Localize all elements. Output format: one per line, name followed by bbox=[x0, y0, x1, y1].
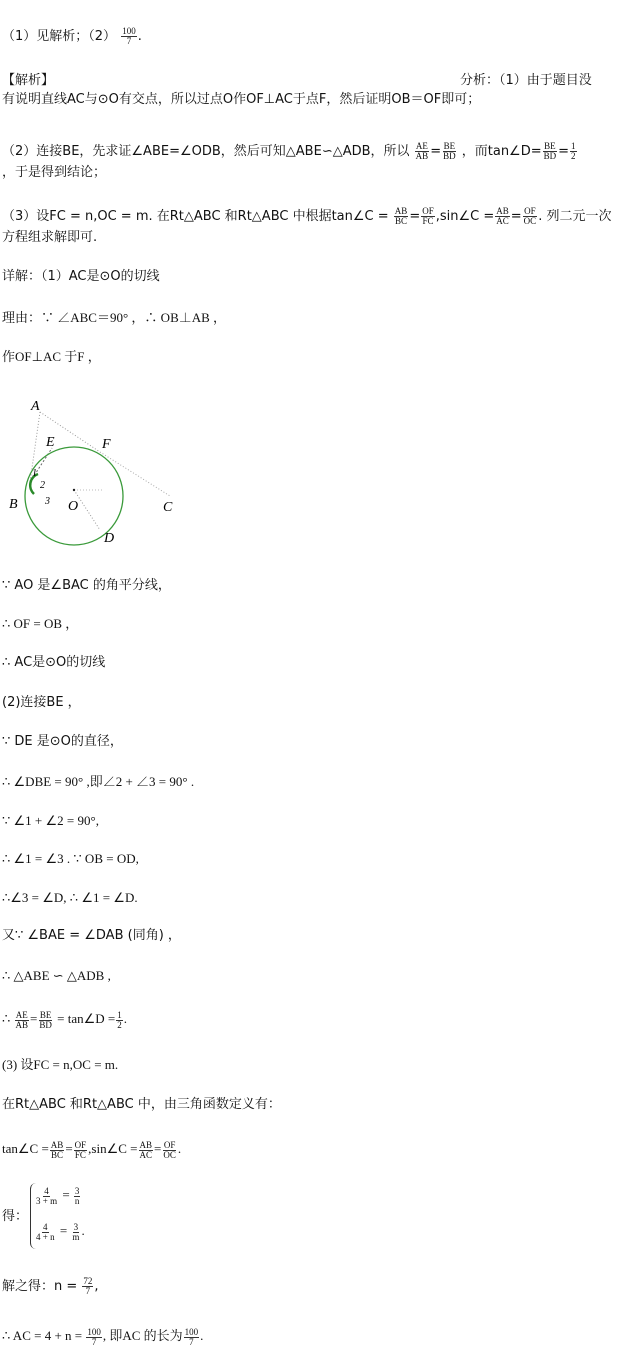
reason-line: 理由：∵ ∠ABC＝90° ，∴ OB⊥AB ， bbox=[2, 310, 227, 325]
frac-den: BD bbox=[543, 151, 557, 161]
frac-den: 7 bbox=[91, 1336, 97, 1347]
label-c: C bbox=[163, 500, 173, 515]
step-12: ∴ $\frac{AE}{AB}$ = $\frac{BE}{BD}$ = tan∠D = $\frac{1}{2}$ . bbox=[2, 1009, 127, 1030]
detail-part1: 详解：（1）AC是⊙O的切线 bbox=[2, 269, 160, 284]
fraction bbox=[50, 1141, 65, 1160]
step-7: ∵ ∠1 + ∠2 = 90°, bbox=[2, 813, 99, 828]
frac-den: 2 bbox=[571, 151, 576, 161]
frac-num: AB bbox=[50, 1139, 64, 1150]
step-5: ∵ DE 是⊙O的直径， bbox=[2, 734, 123, 749]
frac-num: OF bbox=[524, 206, 536, 216]
frac-num: 100 bbox=[122, 26, 136, 36]
frac-den: 2 bbox=[117, 1019, 122, 1030]
frac-den: m bbox=[72, 1231, 80, 1242]
analysis-part2: （2）连接BE，先求证∠ABE=∠ODB，然后可知△ABE∽△ADB，所以 $\frac{AE}{AB}$ = $\frac{BE}{BD}$ ，而tan∠D= $\frac{BE}{BD}$ = $\frac{1}{2}$ bbox=[2, 141, 576, 161]
fraction bbox=[74, 1141, 88, 1160]
step-15-mid: ,sin∠C = bbox=[88, 1141, 138, 1156]
a3-text3: . 列二元一次 bbox=[538, 209, 612, 224]
step-15-pre: tan∠C = bbox=[2, 1141, 49, 1156]
answer-text: （1）见解析；（2） bbox=[2, 29, 117, 44]
fraction bbox=[86, 1328, 102, 1347]
frac-num: AE bbox=[415, 141, 428, 151]
frac-num: 100 bbox=[87, 1326, 101, 1337]
answer-line: （1）见解析；（2） $\frac{100}{7}$ . bbox=[2, 26, 142, 46]
frac-num: AB bbox=[394, 206, 408, 216]
frac-den: 7 bbox=[126, 36, 132, 46]
step-18-text: ∴ AC = 4 + n = bbox=[2, 1328, 83, 1343]
frac-num: 3 bbox=[73, 1221, 79, 1232]
fraction bbox=[162, 1141, 177, 1160]
construct-line: 作OF⊥AC 于F ， bbox=[2, 349, 101, 364]
frac-den: AB bbox=[15, 1019, 29, 1030]
fraction bbox=[394, 207, 409, 226]
fraction bbox=[38, 1011, 53, 1030]
fraction bbox=[495, 207, 510, 226]
step-3: ∴ AC是⊙O的切线 bbox=[2, 655, 106, 670]
step-6: ∴ ∠DBE = 90° ,即∠2 + ∠3 = 90° . bbox=[2, 774, 195, 789]
analysis-header: 【解析】 bbox=[2, 73, 55, 88]
step-10: 又∵ ∠BAE = ∠DAB (同角) ， bbox=[2, 928, 181, 943]
system-label: 得： bbox=[2, 1209, 29, 1224]
step-11: ∴ △ABE ∽ △ADB , bbox=[2, 968, 111, 983]
label-d: D bbox=[104, 531, 115, 546]
frac-num: OF bbox=[163, 1139, 176, 1150]
fraction bbox=[71, 1223, 80, 1242]
step-8: ∴ ∠1 = ∠3 . ∵ OB = OD, bbox=[2, 851, 139, 866]
fraction bbox=[74, 1187, 81, 1206]
analysis-part1-line2: 有说明直线AC与⊙O有交点，所以过点O作OF⊥AC于点F，然后证明OB＝OF即可； bbox=[2, 92, 481, 107]
a2-text2: ，而tan∠D= bbox=[461, 144, 542, 159]
a2-text1: （2）连接BE，先求证∠ABE=∠ODB，然后可知△ABE∽△ADB，所以 bbox=[2, 144, 410, 159]
frac-den: 3 + m bbox=[36, 1195, 58, 1206]
label-o: O bbox=[68, 499, 79, 514]
frac-num: AE bbox=[15, 1009, 28, 1020]
frac-den: FC bbox=[74, 1149, 86, 1160]
analysis-label-row bbox=[460, 72, 592, 90]
fraction bbox=[442, 142, 457, 161]
fraction bbox=[15, 1011, 30, 1030]
step-4: (2)连接BE ， bbox=[2, 695, 81, 710]
frac-num: OF bbox=[74, 1139, 87, 1150]
fraction bbox=[570, 142, 577, 161]
label-angle-2: 2 bbox=[40, 480, 45, 491]
frac-num: 4 bbox=[43, 1221, 48, 1232]
frac-den: BD bbox=[39, 1019, 52, 1030]
label-e: E bbox=[46, 435, 55, 450]
frac-num: 1 bbox=[117, 1009, 122, 1020]
frac-den: BC bbox=[51, 1149, 64, 1160]
frac-num: AB bbox=[496, 206, 509, 216]
label-f: F bbox=[102, 437, 111, 452]
answer-fraction bbox=[121, 27, 137, 46]
step-9: ∴∠3 = ∠D, ∴ ∠1 = ∠D. bbox=[2, 890, 138, 905]
frac-num: 3 bbox=[74, 1185, 80, 1196]
frac-num: 4 bbox=[44, 1185, 49, 1196]
frac-num: OF bbox=[422, 206, 434, 216]
frac-den: OC bbox=[523, 216, 537, 226]
frac-num: BE bbox=[443, 141, 456, 151]
equation-1: $\frac{4}{3 + m}$ = $\frac{3}{n}$ bbox=[36, 1185, 80, 1206]
frac-den: n bbox=[74, 1195, 80, 1206]
step-17-text: 解之得：n = bbox=[2, 1279, 78, 1294]
center-dot bbox=[73, 489, 75, 491]
equation-2: $\frac{4}{4 + n}$ = $\frac{3}{m}$ . bbox=[36, 1221, 85, 1242]
analysis-part3: （3）设FC = n,OC = m. 在Rt△ABC 和Rt△ABC 中根据tan∠C = $\frac{AB}{BC}$ = $\frac{OF}{FC}$ ,sin∠C = $\frac{AB}{AC}$ = $\frac{OF}{OC}$ . 列二元一次 bbox=[2, 206, 612, 226]
frac-num: 100 bbox=[184, 1326, 199, 1337]
fraction bbox=[415, 142, 430, 161]
step-1: ∵ AO 是∠BAC 的角平分线， bbox=[2, 578, 171, 593]
line-fc bbox=[100, 452, 170, 496]
fraction bbox=[35, 1187, 58, 1206]
analysis-part3-line2: 方程组求解即可. bbox=[2, 230, 98, 245]
frac-num: BE bbox=[544, 141, 556, 151]
step-13: (3) 设FC = n,OC = m. bbox=[2, 1057, 119, 1072]
step-18-mid: , 即AC 的长为 bbox=[102, 1328, 183, 1343]
fraction bbox=[116, 1011, 123, 1030]
frac-den: BC bbox=[395, 216, 408, 226]
frac-den: AC bbox=[496, 216, 509, 226]
label-b: B bbox=[9, 497, 18, 512]
frac-den: AB bbox=[415, 151, 429, 161]
step-12-therefore: ∴ bbox=[2, 1011, 11, 1026]
label-angle-1: 1 bbox=[32, 468, 37, 479]
frac-num: BE bbox=[39, 1009, 52, 1020]
frac-num: 72 bbox=[83, 1276, 93, 1286]
frac-den: FC bbox=[422, 216, 434, 226]
frac-num: AB bbox=[139, 1139, 153, 1150]
frac-den: BD bbox=[443, 151, 456, 161]
analysis-part1-start: （1）由于题目没 bbox=[499, 73, 592, 88]
fraction bbox=[35, 1223, 56, 1242]
fraction bbox=[184, 1328, 200, 1347]
step-15: tan∠C = $\frac{AB}{BC}$ = $\frac{OF}{FC}$ ,sin∠C = $\frac{AB}{AC}$ = $\frac{OF}{OC}$ . bbox=[2, 1139, 182, 1160]
geometry-figure bbox=[0, 390, 200, 550]
step-12-mid: = tan∠D = bbox=[57, 1011, 116, 1026]
step-14: 在Rt△ABC 和Rt△ABC 中，由三角函数定义有： bbox=[2, 1097, 281, 1112]
frac-den: 7 bbox=[189, 1336, 194, 1347]
fraction bbox=[139, 1141, 154, 1160]
analysis-label: 分析： bbox=[460, 73, 500, 88]
step-18: ∴ AC = 4 + n = $\frac{100}{7}$ , 即AC 的长为 $\frac{100}{7}$ . bbox=[2, 1326, 204, 1347]
fraction bbox=[82, 1277, 93, 1296]
frac-num: 1 bbox=[571, 141, 576, 151]
label-angle-3: 3 bbox=[45, 496, 50, 507]
frac-den: AC bbox=[139, 1149, 153, 1160]
fraction bbox=[543, 142, 558, 161]
step-2: ∴ OF = OB ， bbox=[2, 616, 79, 631]
frac-den: OC bbox=[163, 1149, 176, 1160]
step-17: 解之得：n = $\frac{72}{7}$ , bbox=[2, 1276, 99, 1296]
a3-text1: （3）设FC = n,OC = m. 在Rt△ABC 和Rt△ABC 中根据tan∠C = bbox=[2, 209, 389, 224]
frac-den: 4 + n bbox=[36, 1231, 55, 1242]
fraction bbox=[523, 207, 538, 226]
label-a: A bbox=[31, 399, 40, 414]
a3-text2: ,sin∠C = bbox=[435, 209, 495, 224]
frac-den: 7 bbox=[85, 1286, 91, 1296]
fraction bbox=[421, 207, 435, 226]
analysis-part2-line2: ，于是得到结论； bbox=[2, 165, 107, 180]
